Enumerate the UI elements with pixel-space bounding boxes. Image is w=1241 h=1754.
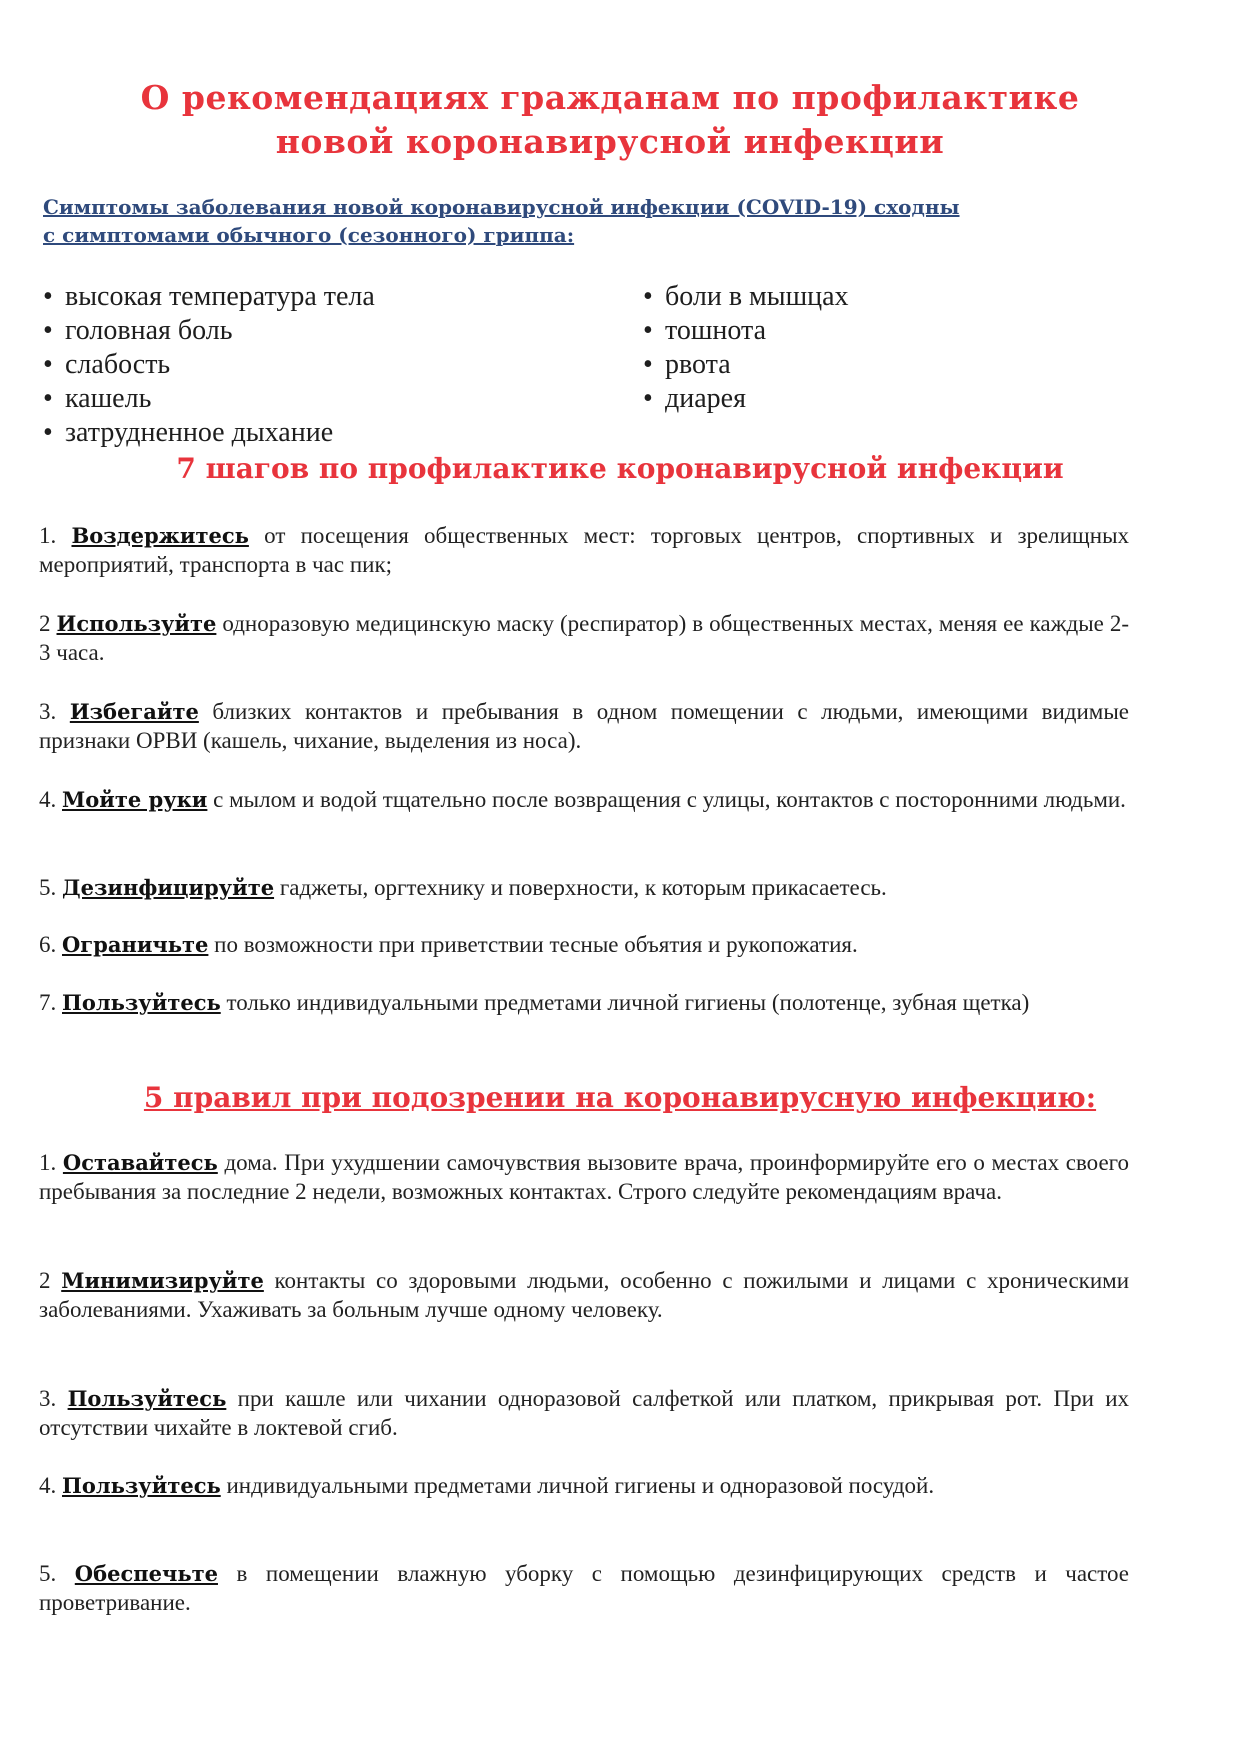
step-text: только индивидуальными предметами личной гигиены (полотенце, зубная щетка) bbox=[226, 990, 1030, 1015]
bullet-icon: • bbox=[43, 349, 53, 380]
rule-paragraph bbox=[39, 1148, 1129, 1206]
rule-number: 4. bbox=[39, 1473, 57, 1498]
symptoms-intro bbox=[43, 193, 1123, 249]
step-paragraph bbox=[39, 785, 1129, 814]
step-paragraph bbox=[39, 930, 1129, 959]
step-paragraph bbox=[39, 988, 1129, 1017]
symptom-item bbox=[43, 348, 375, 382]
step-keyword: Пользуйтесь bbox=[62, 990, 221, 1015]
rules-heading: 5 правил при подозрении на коронавирусную инфекцию: bbox=[143, 1081, 1097, 1114]
rule-keyword: Пользуйтесь bbox=[62, 1473, 221, 1498]
rule-keyword: Пользуйтесь bbox=[67, 1386, 227, 1411]
title-line-1: О рекомендациях гражданам по профилактике bbox=[140, 78, 1080, 117]
rule-text: дома. При ухудшении самочувствия вызовите врача, проинформируйте его о местах своего пребывания за последние 2 недели, возможных контактах. Строго следуйте рекомендациям врача. bbox=[39, 1150, 1130, 1204]
step-number: 7. bbox=[39, 990, 57, 1015]
symptom-item bbox=[43, 280, 375, 314]
step-keyword: Избегайте bbox=[69, 699, 199, 724]
step-text: одноразовую медицинскую маску (респиратор) в общественных местах, меняя ее каждые 2-3 часа. bbox=[39, 611, 1130, 665]
symptom-text: головная боль bbox=[65, 315, 233, 346]
step-text: гаджеты, оргтехнику и поверхности, к которым прикасаетесь. bbox=[279, 875, 887, 900]
symptom-text: высокая температура тела bbox=[65, 281, 375, 312]
step-number: 2 bbox=[39, 611, 51, 636]
symptoms-list-right bbox=[643, 280, 849, 416]
bullet-icon: • bbox=[643, 281, 653, 312]
symptoms-intro-line-1: Симптомы заболевания новой коронавирусной инфекции (COVID-19) сходны bbox=[43, 195, 960, 219]
step-paragraph bbox=[39, 609, 1129, 667]
symptom-text: затрудненное дыхание bbox=[65, 417, 334, 448]
symptom-item bbox=[43, 416, 375, 450]
bullet-icon: • bbox=[643, 349, 653, 380]
symptoms-intro-line-2: с симптомами обычного (сезонного) гриппа: bbox=[43, 223, 575, 247]
rule-text: индивидуальными предметами личной гигиены и одноразовой посудой. bbox=[226, 1473, 935, 1498]
step-number: 4. bbox=[39, 787, 57, 812]
step-number: 6. bbox=[39, 932, 57, 957]
symptoms-list-left bbox=[43, 280, 375, 450]
symptom-text: кашель bbox=[65, 383, 152, 414]
step-text: от посещения общественных мест: торговых центров, спортивных и зрелищных мероприятий, транспорта в час пик; bbox=[39, 523, 1130, 577]
step-number: 3. bbox=[39, 699, 57, 724]
rule-keyword: Обеспечьте bbox=[74, 1561, 218, 1586]
symptom-text: диарея bbox=[665, 383, 746, 414]
bullet-icon: • bbox=[43, 281, 53, 312]
rule-text: контакты со здоровыми людьми, особенно с пожилыми и лицами с хроническими заболеваниями. Ухаживать за больным лучше одному человеку. bbox=[39, 1268, 1129, 1322]
symptom-text: боли в мышцах bbox=[665, 281, 849, 312]
symptom-item bbox=[643, 382, 849, 416]
document-title bbox=[60, 76, 1160, 164]
rule-number: 2 bbox=[39, 1268, 51, 1293]
bullet-icon: • bbox=[43, 417, 53, 448]
step-paragraph bbox=[39, 521, 1129, 579]
step-paragraph bbox=[39, 873, 1129, 902]
bullet-icon: • bbox=[643, 383, 653, 414]
step-paragraph bbox=[39, 697, 1129, 755]
symptom-item bbox=[643, 314, 849, 348]
step-number: 1. bbox=[39, 523, 57, 548]
rule-text: при кашле или чихании одноразовой салфеткой или платком, прикрывая рот. При их отсутствии чихайте в локтевой сгиб. bbox=[39, 1386, 1130, 1440]
bullet-icon: • bbox=[43, 315, 53, 346]
rule-keyword: Оставайтесь bbox=[62, 1150, 218, 1175]
symptom-item bbox=[643, 280, 849, 314]
rule-number: 1. bbox=[39, 1150, 57, 1175]
title-line-2: новой коронавирусной инфекции bbox=[275, 122, 945, 161]
rule-paragraph bbox=[39, 1266, 1129, 1324]
rule-paragraph bbox=[39, 1559, 1129, 1617]
step-text: по возможности при приветствии тесные объятия и рукопожатия. bbox=[214, 932, 858, 957]
bullet-icon: • bbox=[43, 383, 53, 414]
rule-text: в помещении влажную уборку с помощью дезинфицирующих средств и частое проветривание. bbox=[39, 1561, 1130, 1615]
rule-number: 3. bbox=[39, 1386, 57, 1411]
symptom-item bbox=[43, 314, 375, 348]
rule-paragraph bbox=[39, 1384, 1129, 1442]
step-keyword: Дезинфицируйте bbox=[62, 875, 275, 900]
steps-heading: 7 шагов по профилактике коронавирусной инфекции bbox=[176, 452, 1064, 485]
symptom-text: тошнота bbox=[665, 315, 767, 346]
rule-number: 5. bbox=[39, 1561, 57, 1586]
step-keyword: Мойте руки bbox=[62, 787, 208, 812]
step-number: 5. bbox=[39, 875, 57, 900]
symptom-item bbox=[643, 348, 849, 382]
symptom-item bbox=[43, 382, 375, 416]
rule-paragraph bbox=[39, 1471, 1129, 1500]
symptom-text: рвота bbox=[665, 349, 731, 380]
rule-keyword: Минимизируйте bbox=[61, 1268, 264, 1293]
bullet-icon: • bbox=[643, 315, 653, 346]
step-text: близких контактов и пребывания в одном помещении с людьми, имеющими видимые признаки ОРВИ (кашель, чихание, выделения из носа). bbox=[39, 699, 1130, 753]
step-keyword: Воздержитесь bbox=[71, 523, 249, 548]
step-keyword: Используйте bbox=[56, 611, 217, 636]
step-keyword: Ограничьте bbox=[62, 932, 209, 957]
step-text: с мылом и водой тщательно после возвращения с улицы, контактов с посторонними людьми. bbox=[213, 787, 1126, 812]
symptom-text: слабость bbox=[65, 349, 171, 380]
